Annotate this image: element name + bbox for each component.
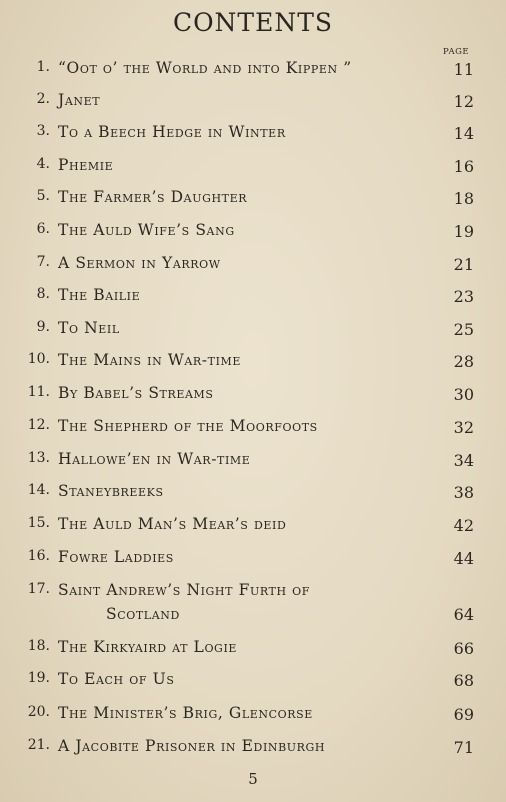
entry-number: 17. <box>27 581 50 597</box>
toc-entry <box>0 221 506 249</box>
entry-number: 13. <box>27 450 50 466</box>
entry-number: 19. <box>27 670 50 686</box>
toc-entry <box>0 581 506 633</box>
entry-number: 15. <box>27 515 50 531</box>
page-title: CONTENTS <box>172 8 334 37</box>
entry-page: 12 <box>453 92 474 111</box>
entry-title: The Kirkyaird at Logie <box>58 638 238 656</box>
entry-title: The Bailie <box>58 286 141 304</box>
toc-entry <box>0 123 506 151</box>
entry-title: The Farmer’s Daughter <box>58 188 248 206</box>
entry-number: 6. <box>36 221 50 237</box>
toc-entry <box>0 548 506 576</box>
entry-number: 11. <box>27 384 50 400</box>
toc-entry <box>0 482 506 510</box>
entry-page: 25 <box>453 320 474 339</box>
toc-entry <box>0 670 506 698</box>
entry-title: A Jacobite Prisoner in Edinburgh <box>58 737 326 755</box>
entry-number: 18. <box>27 638 50 654</box>
entry-title: Staneybreeks <box>58 482 164 500</box>
entry-title: Phemie <box>58 156 114 174</box>
toc-entry <box>0 254 506 282</box>
entry-title: To Each of Us <box>58 670 175 688</box>
entry-number: 20. <box>27 704 50 720</box>
entry-title: The Shepherd of the Moorfoots <box>58 417 318 435</box>
entry-number: 5. <box>36 188 50 204</box>
entry-page: 18 <box>453 189 474 208</box>
entry-title: The Auld Man’s Mear’s deid <box>58 515 287 533</box>
toc-entry <box>0 515 506 543</box>
toc-entry <box>0 737 506 765</box>
toc-entry <box>0 286 506 314</box>
toc-entry <box>0 91 506 119</box>
entry-page: 66 <box>453 639 474 658</box>
entry-title: The Minister’s Brig, Glencorse <box>58 704 313 722</box>
page-number: 5 <box>248 770 258 788</box>
entry-page: 44 <box>453 549 474 568</box>
entry-title: Janet <box>58 91 101 109</box>
entry-page: 11 <box>453 60 474 79</box>
entry-page: 30 <box>453 385 474 404</box>
entry-page: 28 <box>453 352 474 371</box>
toc-entry <box>0 59 506 87</box>
entry-title: “Oot o’ the World and into Kippen ” <box>58 59 352 77</box>
entry-page: 21 <box>453 255 474 274</box>
entry-title: Hallowe’en in War-time <box>58 450 251 468</box>
toc-entry <box>0 188 506 216</box>
entry-number: 14. <box>27 482 50 498</box>
toc-entry <box>0 384 506 412</box>
entry-page: 71 <box>453 738 474 757</box>
entry-page: 19 <box>453 222 474 241</box>
entry-page: 32 <box>453 418 474 437</box>
toc-entry <box>0 156 506 184</box>
toc-entry <box>0 319 506 347</box>
entry-title: Saint Andrew’s Night Furth of <box>58 581 311 599</box>
entry-number: 10. <box>27 351 50 367</box>
entry-number: 8. <box>36 286 50 302</box>
entry-title: By Babel’s Streams <box>58 384 214 402</box>
toc-entry <box>0 351 506 379</box>
page-column-heading: PAGE <box>443 47 470 57</box>
entry-page: 69 <box>453 705 474 724</box>
entry-title: The Auld Wife’s Sang <box>58 221 235 239</box>
entry-title: The Mains in War-time <box>58 351 242 369</box>
entry-page: 68 <box>453 671 474 690</box>
entry-number: 4. <box>36 156 50 172</box>
entry-number: 16. <box>27 548 50 564</box>
entry-page: 23 <box>453 287 474 306</box>
toc-entry <box>0 450 506 478</box>
entry-page: 42 <box>453 516 474 535</box>
entry-number: 21. <box>27 737 50 753</box>
entry-number: 3. <box>36 123 50 139</box>
entry-page: 14 <box>453 124 474 143</box>
entry-page: 38 <box>453 483 474 502</box>
entry-number: 2. <box>36 91 50 107</box>
entry-title-continued: Scotland <box>106 605 180 623</box>
toc-entry <box>0 417 506 445</box>
entry-page: 34 <box>453 451 474 470</box>
entry-number: 9. <box>36 319 50 335</box>
entry-number: 1. <box>36 59 50 75</box>
entry-number: 12. <box>27 417 50 433</box>
entry-page: 64 <box>453 605 474 624</box>
entry-title: A Sermon in Yarrow <box>58 254 221 272</box>
entry-title: Fowre Laddies <box>58 548 174 566</box>
entry-page: 16 <box>453 157 474 176</box>
entry-number: 7. <box>36 254 50 270</box>
toc-entry <box>0 638 506 666</box>
entry-title: To Neil <box>58 319 120 337</box>
toc-entry <box>0 704 506 732</box>
entry-title: To a Beech Hedge in Winter <box>58 123 286 141</box>
